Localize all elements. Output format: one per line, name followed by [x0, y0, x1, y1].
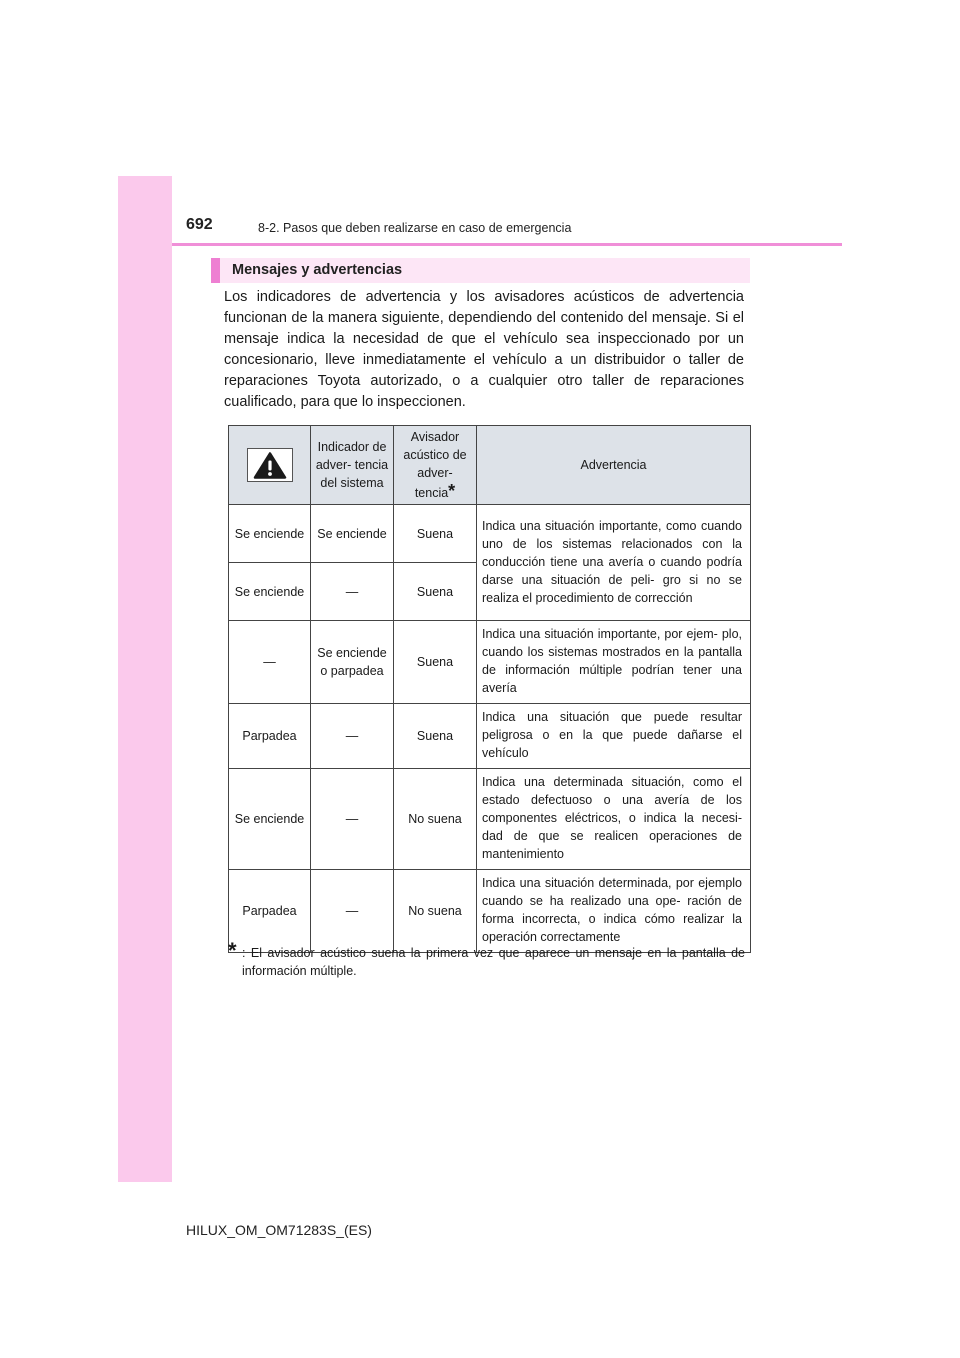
cell-buzzer: No suena: [394, 870, 477, 953]
warning-table: [228, 425, 751, 953]
table-header-row: [229, 426, 751, 505]
header-indicator: Indicador de adver- tencia del sistema: [311, 426, 394, 505]
cell-buzzer: Suena: [394, 505, 477, 563]
side-color-strip: [118, 176, 172, 1182]
document-id: HILUX_OM_OM71283S_(ES): [186, 1222, 372, 1238]
cell-warning: Indica una situación importante, como cuando uno de los sistemas relacionados con la conducción tiene una avería o cuando podría darse una situación de peli- gro si no se realiza el procedimiento de corrección: [477, 505, 751, 621]
header-buzzer: [394, 426, 477, 505]
header-divider: [172, 243, 842, 246]
cell-buzzer-indicator: Se enciende o parpadea: [311, 621, 394, 704]
cell-buzzer: Suena: [394, 621, 477, 704]
cell-indicator: Se enciende: [229, 563, 311, 621]
warning-triangle-icon: [247, 448, 293, 482]
page-number: 692: [186, 216, 213, 233]
cell-buzzer-indicator: —: [311, 870, 394, 953]
cell-indicator: Parpadea: [229, 704, 311, 769]
cell-buzzer-indicator: —: [311, 704, 394, 769]
cell-warning: Indica una situación determinada, por ejemplo cuando se ha realizado una ope- ración de forma incorrecta, o indica cómo realizar la operación correctamente: [477, 870, 751, 953]
table-row: [229, 769, 751, 870]
header-warning: Advertencia: [477, 426, 751, 505]
cell-warning: Indica una situación que puede resultar peligrosa o en la que puede dañarse el vehículo: [477, 704, 751, 769]
intro-paragraph: Los indicadores de advertencia y los avisadores acústicos de advertencia funcionan de la manera siguiente, dependiendo del contenido del mensaje. Si el mensaje indica la necesidad de que el vehículo sea inspeccionado por un concesionario, lleve inmediatamente el vehículo a un distribuidor o taller de reparaciones Toyota autorizado, o a cualquier otro taller de reparaciones cualificado, para que lo inspeccionen.: [224, 289, 744, 410]
cell-buzzer: Suena: [394, 563, 477, 621]
section-heading: Mensajes y advertencias: [211, 258, 750, 283]
table-row: [229, 870, 751, 953]
cell-buzzer: Suena: [394, 704, 477, 769]
table-row: [229, 621, 751, 704]
cell-buzzer-indicator: —: [311, 769, 394, 870]
cell-buzzer: No suena: [394, 769, 477, 870]
cell-indicator: Se enciende: [229, 505, 311, 563]
cell-indicator: Parpadea: [229, 870, 311, 953]
cell-buzzer-indicator: Se enciende: [311, 505, 394, 563]
running-header: 8-2. Pasos que deben realizarse en caso de emergencia: [258, 221, 572, 235]
header-icon-cell: [229, 426, 311, 505]
table-row: [229, 505, 751, 563]
cell-buzzer-indicator: —: [311, 563, 394, 621]
footnote: [228, 938, 745, 980]
footnote-star: *: [228, 938, 237, 963]
footnote-mark: *: [448, 481, 456, 501]
footnote-text: : El avisador acústico suena la primera vez que aparece un mensaje en la pantalla de información múltiple.: [242, 946, 745, 978]
cell-indicator: —: [229, 621, 311, 704]
cell-warning: Indica una determinada situación, como el estado defectuoso o una avería de los componentes eléctricos, o indica la necesi- dad de que se realicen operaciones de mantenimiento: [477, 769, 751, 870]
cell-indicator: Se enciende: [229, 769, 311, 870]
header-buzzer-label: Avisador acústico de adver- tencia: [403, 430, 467, 500]
cell-warning: Indica una situación importante, por ejem- plo, cuando los sistemas mostrados en la pantalla de información múltiple podrían tener una avería: [477, 621, 751, 704]
table-row: [229, 704, 751, 769]
